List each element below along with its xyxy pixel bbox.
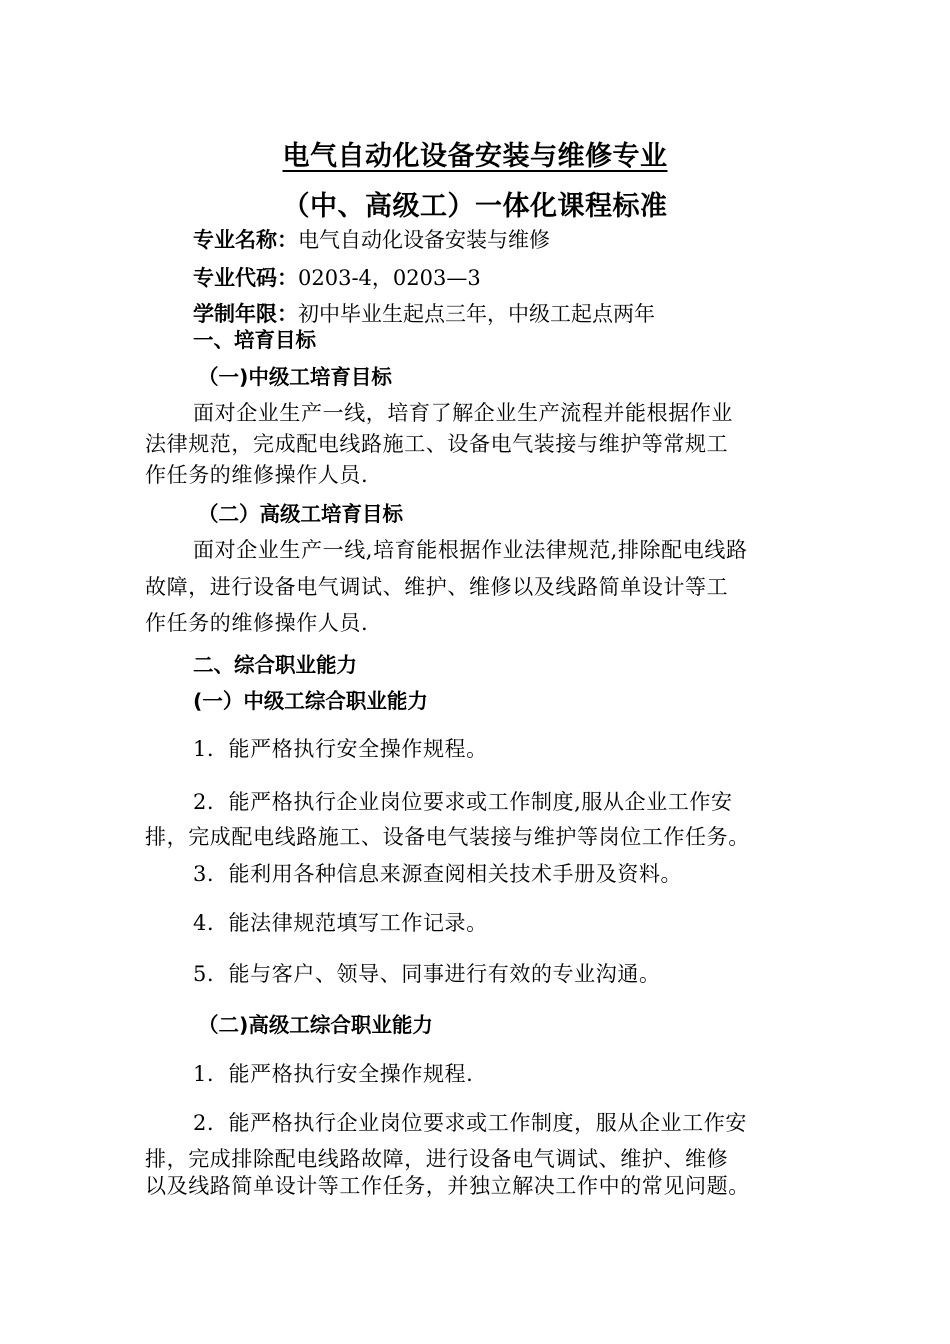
major-name-label: 专业名称：: [193, 228, 298, 252]
list-item: 1．能严格执行安全操作规程.: [193, 1062, 474, 1086]
section-2-sub-2-heading: （二)高级工综合职业能力: [198, 1013, 433, 1037]
list-item: 以及线路简单设计等工作任务，并独立解决工作中的常见问题。: [145, 1174, 750, 1198]
list-item: 1．能严格执行安全操作规程。: [193, 737, 488, 761]
list-item: 5．能与客户、领导、同事进行有效的专业沟通。: [193, 962, 661, 986]
paragraph-line: 面对企业生产一线，培育了解企业生产流程并能根据作业: [193, 401, 733, 425]
section-1-sub-2-heading: （二）高级工培育目标: [198, 502, 403, 526]
section-1-sub-1-heading: （一)中级工培育目标: [198, 365, 392, 389]
duration-value: 初中毕业生起点三年，中级工起点两年: [298, 302, 655, 326]
paragraph-line: 作任务的维修操作人员.: [145, 463, 369, 487]
paragraph-line: 面对企业生产一线,培育能根据作业法律规范,排除配电线路: [193, 538, 748, 562]
major-code-row: [193, 262, 481, 292]
major-name-row: [193, 224, 550, 254]
list-item: 排，完成配电线路施工、设备电气装接与维护等岗位工作任务。: [145, 825, 750, 849]
document-title-text: 电气自动化设备安装与维修专业: [282, 141, 668, 172]
paragraph-line: 法律规范，完成配电线路施工、设备电气装接与维护等常规工: [145, 432, 729, 456]
list-item: 3．能利用各种信息来源查阅相关技术手册及资料。: [193, 862, 683, 886]
document-title-line-1: [0, 134, 950, 173]
list-item: 2．能严格执行企业岗位要求或工作制度，服从企业工作安: [193, 1111, 747, 1135]
major-code-label: 专业代码：: [193, 266, 298, 290]
list-item: 2．能严格执行企业岗位要求或工作制度,服从企业工作安: [193, 790, 733, 814]
section-2-heading: 二、综合职业能力: [193, 653, 357, 677]
list-item: 排，完成排除配电线路故障，进行设备电气调试、维护、维修: [145, 1147, 729, 1171]
document-title-line-2: （中、高级工）一体化课程标准: [282, 191, 668, 222]
list-item: 4．能法律规范填写工作记录。: [193, 911, 488, 935]
section-2-sub-1-heading: (一）中级工综合职业能力: [193, 689, 428, 713]
major-code-value: 0203-4，0203—3: [298, 266, 481, 290]
major-name-value: 电气自动化设备安装与维修: [298, 228, 550, 252]
paragraph-line: 故障，进行设备电气调试、维护、维修以及线路简单设计等工: [145, 575, 729, 599]
section-1-heading: 一、培育目标: [193, 328, 316, 352]
paragraph-line: 作任务的维修操作人员.: [145, 611, 369, 635]
duration-label: 学制年限：: [193, 302, 298, 326]
